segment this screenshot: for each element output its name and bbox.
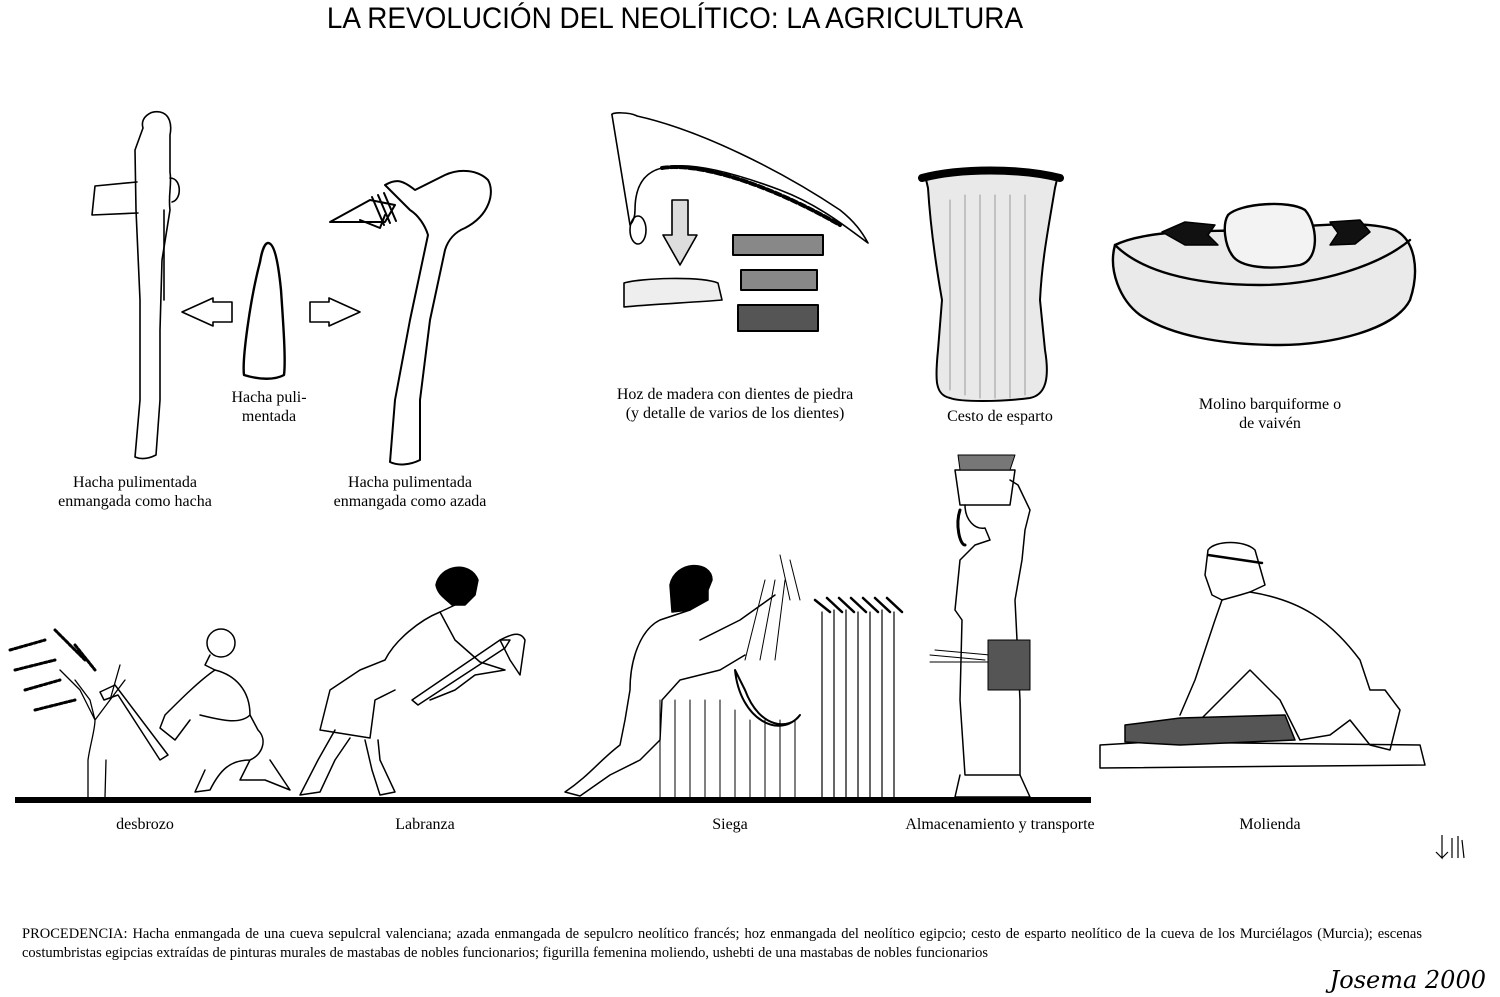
stage-label-siega: Siega xyxy=(712,816,748,833)
tree-icon xyxy=(10,630,125,797)
stage-label-almacenamiento: Almacenamiento y transporte xyxy=(905,816,1095,833)
hafted-hoe-icon xyxy=(330,171,491,465)
caption-hoz: Hoz de madera con dientes de piedra (y detalle de varios de los dientes) xyxy=(616,386,854,422)
stage-label-labranza: Labranza xyxy=(395,816,455,833)
ground-line xyxy=(15,797,1091,803)
caption-hacha-enmangada-azada: Hacha pulimentada enmangada como azada xyxy=(333,474,487,510)
saddle-quern-icon xyxy=(1113,204,1415,345)
polished-axe-head-icon xyxy=(244,243,285,379)
man-hoeing-icon xyxy=(300,567,525,795)
stage-label-desbrozo: desbrozo xyxy=(116,816,174,833)
kneeling-man-icon xyxy=(100,629,290,792)
woman-carrying-basket-icon xyxy=(930,455,1030,797)
man-reaping-icon xyxy=(565,555,800,797)
caption-molino: Molino barquiforme o de vaivén xyxy=(1198,396,1342,432)
caption-cesto: Cesto de esparto xyxy=(947,408,1053,425)
esparto-basket-icon xyxy=(922,170,1060,401)
stage-label-molienda: Molienda xyxy=(1239,816,1301,833)
woman-grinding-icon xyxy=(1100,543,1425,769)
arrow-right-icon xyxy=(310,298,360,326)
author-signature: Josema 2000 xyxy=(1329,966,1486,994)
wheat-field-icon xyxy=(815,598,902,797)
source-note: PROCEDENCIA: Hacha enmangada de una cueva sepulcral valenciana; azada enmangada de sepulcro neolítico francés; hoz enmangada del neolítico egipcio; cesto de esparto neolítico de la cueva de los Murciélagos (Murcia); escenas costumbristas egipcias extraídas de pinturas murales de mastabas de nobles funcionarios; figurilla femenina moliendo, ushebti de una mastabas de nobles funcionarios xyxy=(22,926,1422,961)
caption-hacha-pulimentada: Hacha puli- mentada xyxy=(231,389,307,425)
caption-hacha-enmangada-hacha: Hacha pulimentada enmangada como hacha xyxy=(58,474,212,510)
monogram-icon xyxy=(1436,835,1464,858)
arrow-left-icon xyxy=(182,298,232,326)
wooden-sickle-icon xyxy=(612,113,868,331)
page-title: LA REVOLUCIÓN DEL NEOLÍTICO: LA AGRICULTURA xyxy=(326,2,1024,35)
hafted-axe-icon xyxy=(92,112,179,459)
